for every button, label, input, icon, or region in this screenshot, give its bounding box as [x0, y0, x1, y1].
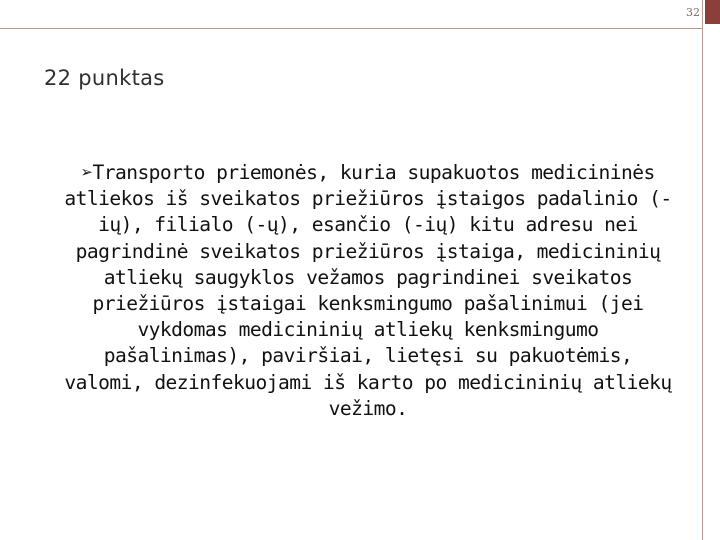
bullet-paragraph	[62, 160, 674, 422]
slide-title: 22 punktas	[44, 66, 165, 90]
page-number: 32	[686, 6, 700, 19]
side-rule	[702, 0, 703, 540]
accent-bar	[705, 0, 720, 24]
arrow-bullet-icon: ➢	[81, 161, 93, 184]
top-rule	[0, 28, 702, 29]
bullet-text: Transporto priemonės, kuria supakuotos medicininės atliekos iš sveikatos priežiūros įstaigos padalinio (-ių), filialo (-ų), esančio (-ių) kitu adresu nei pagrindinė sveikatos priežiūros įstaiga, medicininių atliekų saugyklos vežamos pagrindinei sveikatos priežiūros įstaigai kenksmingumo pašalinimui (jei vykdomas medicininių atliekų kenksmingumo pašalinimas), paviršiai, lietęsi su pakuotėmis, valomi, dezinfekuojami iš karto po medicininių atliekų vežimo.	[64, 161, 672, 420]
